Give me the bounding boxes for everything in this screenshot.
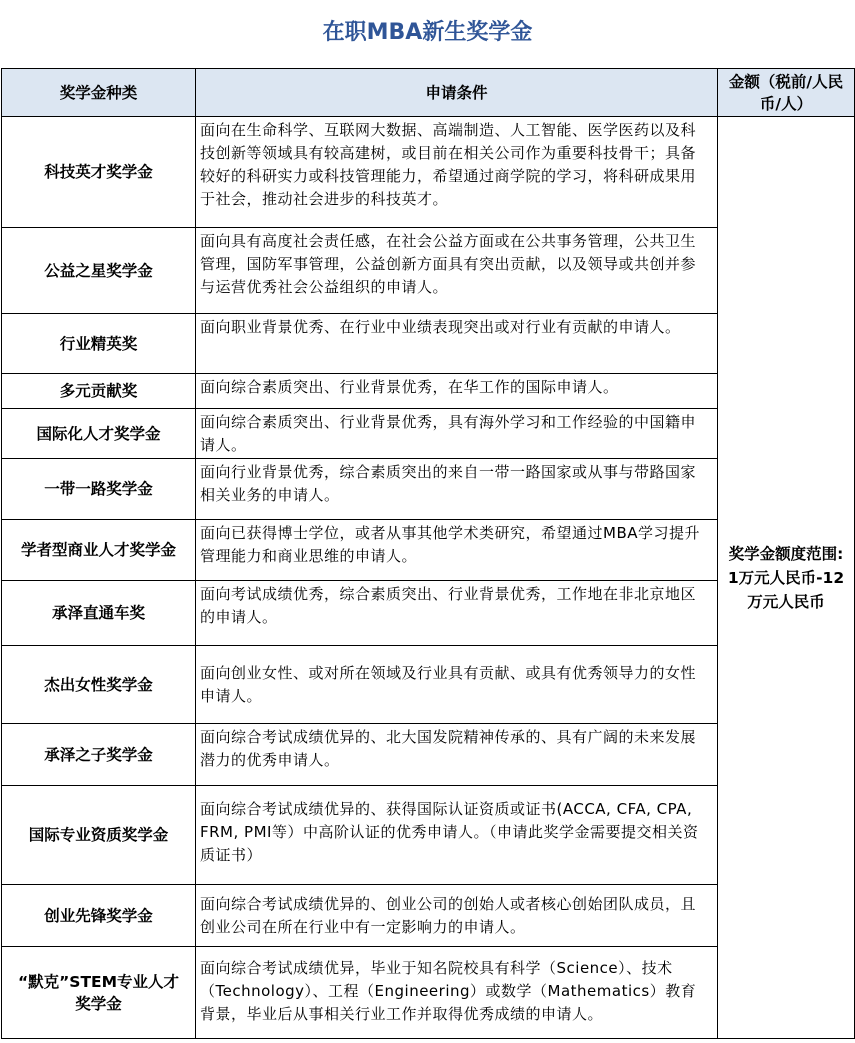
scholarship-conditions: 面向行业背景优秀，综合素质突出的来自一带一路国家或从事与带路国家相关业务的申请人。 bbox=[196, 459, 718, 520]
scholarship-conditions: 面向综合考试成绩优异的、创业公司的创始人或者核心创始团队成员，且创业公司在所在行业中有一定影响力的申请人。 bbox=[196, 885, 718, 947]
scholarship-type: 一带一路奖学金 bbox=[2, 459, 196, 520]
scholarship-type: 多元贡献奖 bbox=[2, 374, 196, 409]
scholarship-conditions: 面向综合素质突出、行业背景优秀，具有海外学习和工作经验的中国籍申请人。 bbox=[196, 409, 718, 459]
header-scholarship-type: 奖学金种类 bbox=[2, 69, 196, 117]
scholarship-type: 行业精英奖 bbox=[2, 314, 196, 374]
scholarship-conditions: 面向已获得博士学位，或者从事其他学术类研究，希望通过MBA学习提升管理能力和商业思维的申请人。 bbox=[196, 520, 718, 581]
scholarship-type: 国际专业资质奖学金 bbox=[2, 786, 196, 885]
page-title: 在职MBA新生奖学金 bbox=[322, 20, 533, 45]
scholarship-conditions: 面向考试成绩优秀，综合素质突出、行业背景优秀，工作地在非北京地区的申请人。 bbox=[196, 581, 718, 646]
scholarship-type: 学者型商业人才奖学金 bbox=[2, 520, 196, 581]
scholarship-type: 科技英才奖学金 bbox=[2, 117, 196, 228]
amount-range: 奖学金额度范围: 1万元人民币-12万元人民币 bbox=[718, 117, 855, 1039]
header-amount: 金额（税前/人民币/人） bbox=[718, 69, 855, 117]
scholarship-conditions: 面向综合考试成绩优异的、北大国发院精神传承的、具有广阔的未来发展潜力的优秀申请人。 bbox=[196, 724, 718, 786]
scholarship-conditions: 面向综合素质突出、行业背景优秀，在华工作的国际申请人。 bbox=[196, 374, 718, 409]
table-row bbox=[2, 117, 855, 228]
scholarship-type: 创业先锋奖学金 bbox=[2, 885, 196, 947]
header-conditions: 申请条件 bbox=[196, 69, 718, 117]
scholarship-type: 国际化人才奖学金 bbox=[2, 409, 196, 459]
scholarship-conditions: 面向职业背景优秀、在行业中业绩表现突出或对行业有贡献的申请人。 bbox=[196, 314, 718, 374]
scholarship-type: “默克”STEM专业人才奖学金 bbox=[2, 947, 196, 1039]
scholarship-type: 承泽之子奖学金 bbox=[2, 724, 196, 786]
scholarship-conditions: 面向综合考试成绩优异，毕业于知名院校具有科学（Science）、技术（Technology）、工程（Engineering）或数学（Mathematics）教育背景，毕业后从事相关行业工作并取得优秀成绩的申请人。 bbox=[196, 947, 718, 1039]
scholarship-conditions: 面向在生命科学、互联网大数据、高端制造、人工智能、医学医药以及科技创新等领域具有较高建树，或目前在相关公司作为重要科技骨干；具备较好的科研实力或科技管理能力，希望通过商学院的学习，将科研成果用于社会，推动社会进步的科技英才。 bbox=[196, 117, 718, 228]
scholarship-type: 公益之星奖学金 bbox=[2, 228, 196, 314]
scholarship-type: 承泽直通车奖 bbox=[2, 581, 196, 646]
scholarship-conditions: 面向具有高度社会责任感，在社会公益方面或在公共事务管理，公共卫生管理，国防军事管理，公益创新方面具有突出贡献，以及领导或共创并参与运营优秀社会公益组织的申请人。 bbox=[196, 228, 718, 314]
scholarship-conditions: 面向创业女性、或对所在领域及行业具有贡献、或具有优秀领导力的女性申请人。 bbox=[196, 646, 718, 724]
table-header-row bbox=[2, 69, 855, 117]
scholarship-table bbox=[1, 68, 855, 1039]
scholarship-type: 杰出女性奖学金 bbox=[2, 646, 196, 724]
scholarship-conditions: 面向综合考试成绩优异的、获得国际认证资质或证书(ACCA, CFA, CPA, FRM, PMI等）中高阶认证的优秀申请人。（申请此奖学金需要提交相关资质证书） bbox=[196, 786, 718, 885]
